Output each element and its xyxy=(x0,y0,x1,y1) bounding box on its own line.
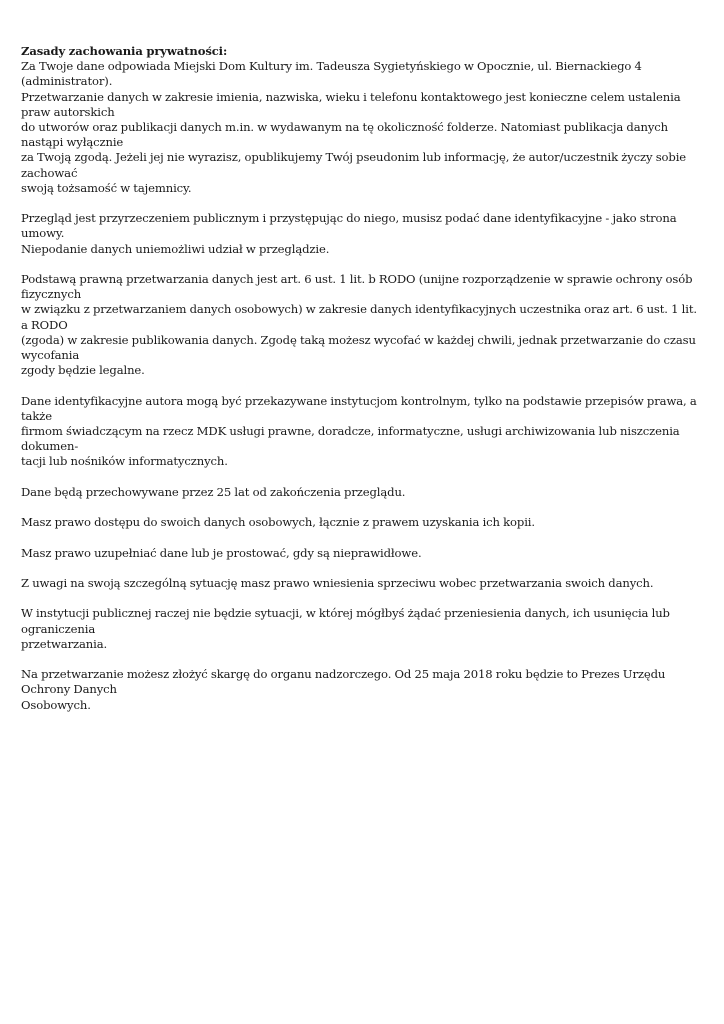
paragraph-administrator: Za Twoje dane odpowiada Miejski Dom Kultury im. Tadeusza Sygietyńskiego w Opocznie, ul. Biernackiego 4 (administrator). Przetwarzanie danych w zakresie imienia, nazwiska, wieku i telefonu kontaktowego jest konieczne celem ustalenia praw autorskich do utworów oraz publikacji danych m.in. w wydawanym na tę okoliczność folderze. Natomiast publikacja danych nastąpi wyłącznie za Twoją zgodą. Jeżeli jej nie wyrazisz, opublikujemy Twój pseudonim lub informację, że autor/uczestnik życzy sobie zachować swoją tożsamość w tajemnicy. xyxy=(21,59,687,195)
paragraph-retention: Dane będą przechowywane przez 25 lat od zakończenia przeglądu. xyxy=(21,484,406,499)
paragraph-public-promise: Przegląd jest przyrzeczeniem publicznym i przystępując do niego, musisz podać dane identyfikacyjne - jako strona umowy. Niepodanie danych uniemożliwi udział w przeglądzie. xyxy=(21,211,677,256)
paragraph-right-to-object: Z uwagi na swoją szczególną sytuację masz prawo wniesienia sprzeciwu wobec przetwarzania swoich danych. xyxy=(21,576,654,590)
privacy-document xyxy=(21,44,706,728)
paragraph-portability: W instytucji publicznej raczej nie będzie sytuacji, w której mógłbyś żądać przeniesienia danych, ich usunięcia lub ograniczenia przetwarzania. xyxy=(21,606,670,651)
paragraph-complaint: Na przetwarzanie możesz złożyć skargę do organu nadzorczego. Od 25 maja 2018 roku będzie to Prezes Urzędu Ochrony Danych Osobowych. xyxy=(21,667,666,712)
paragraph-legal-basis: Podstawą prawną przetwarzania danych jest art. 6 ust. 1 lit. b RODO (unijne rozporządzenie w sprawie ochrony osób fizycznych w związku z przetwarzaniem danych osobowych) w zakresie danych identyfikacyjnych uczestnika oraz art. 6 ust. 1 lit. a RODO (zgoda) w zakresie publikowania danych. Zgodę taką możesz wycofać w każdej chwili, jednak przetwarzanie do czasu wycofania zgody będzie legalne. xyxy=(21,272,697,378)
document-heading: Zasady zachowania prywatności: xyxy=(21,44,228,58)
paragraph-right-to-rectify: Masz prawo uzupełniać dane lub je prostować, gdy są nieprawidłowe. xyxy=(21,545,422,560)
paragraph-right-of-access: Masz prawo dostępu do swoich danych osobowych, łącznie z prawem uzyskania ich kopii. xyxy=(21,515,535,530)
paragraph-data-recipients: Dane identyfikacyjne autora mogą być przekazywane instytucjom kontrolnym, tylko na podstawie przepisów prawa, a także firmom świadczącym na rzecz MDK usługi prawne, doradcze, informatyczne, usługi archiwizowania lub niszczenia dokumen- tacji lub nośników informatycznych. xyxy=(21,393,697,469)
